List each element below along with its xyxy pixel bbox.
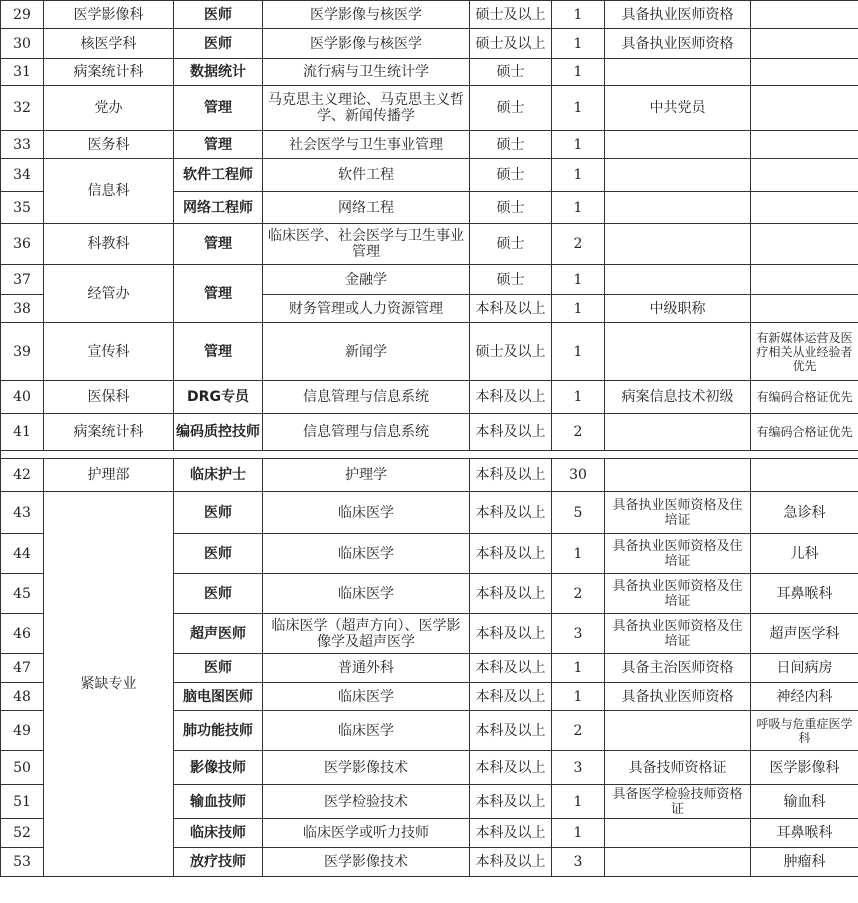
education-cell: 本科及以上 (470, 492, 552, 534)
requirement-cell: 中级职称 (605, 295, 751, 323)
table-separator (1, 451, 858, 459)
remark-cell: 呼吸与危重症医学科 (751, 711, 858, 751)
requirement-cell: 中共党员 (605, 86, 751, 131)
position-cell: 医师 (174, 492, 263, 534)
headcount-cell: 1 (552, 381, 605, 414)
row-number: 50 (1, 751, 44, 785)
major-cell: 马克思主义理论、马克思主义哲学、新闻传播学 (263, 86, 470, 131)
remark-cell: 儿科 (751, 534, 858, 574)
requirement-cell (605, 192, 751, 224)
headcount-cell: 2 (552, 574, 605, 614)
position-cell: 管理 (174, 131, 263, 159)
major-cell: 护理学 (263, 459, 470, 492)
row-number: 52 (1, 819, 44, 848)
requirement-cell (605, 59, 751, 86)
remark-cell: 急诊科 (751, 492, 858, 534)
position-cell: 管理 (174, 323, 263, 381)
headcount-cell: 3 (552, 848, 605, 877)
row-number: 39 (1, 323, 44, 381)
position-cell: 软件工程师 (174, 159, 263, 192)
requirement-cell: 具备执业医师资格及住培证 (605, 534, 751, 574)
education-cell: 硕士及以上 (470, 1, 552, 29)
headcount-cell: 1 (552, 683, 605, 711)
remark-cell: 有编码合格证优先 (751, 381, 858, 414)
education-cell: 本科及以上 (470, 819, 552, 848)
education-cell: 本科及以上 (470, 414, 552, 451)
table-row (1, 323, 858, 381)
major-cell: 医学影像技术 (263, 751, 470, 785)
remark-cell (751, 192, 858, 224)
education-cell: 硕士 (470, 192, 552, 224)
headcount-cell: 2 (552, 414, 605, 451)
row-number: 53 (1, 848, 44, 877)
remark-cell (751, 59, 858, 86)
row-number: 31 (1, 59, 44, 86)
position-cell: 输血技师 (174, 785, 263, 819)
row-number: 48 (1, 683, 44, 711)
row-number: 49 (1, 711, 44, 751)
major-cell: 软件工程 (263, 159, 470, 192)
remark-cell (751, 159, 858, 192)
major-cell: 普通外科 (263, 654, 470, 683)
department-cell: 党办 (44, 86, 174, 131)
major-cell: 临床医学（超声方向）、医学影像学及超声医学 (263, 614, 470, 654)
remark-cell: 日间病房 (751, 654, 858, 683)
education-cell: 本科及以上 (470, 683, 552, 711)
requirement-cell: 具备执业医师资格及住培证 (605, 574, 751, 614)
major-cell: 临床医学 (263, 492, 470, 534)
table-row (1, 492, 858, 534)
major-cell: 社会医学与卫生事业管理 (263, 131, 470, 159)
row-number: 37 (1, 265, 44, 295)
position-cell: 医师 (174, 654, 263, 683)
remark-cell: 有新媒体运营及医疗相关从业经验者优先 (751, 323, 858, 381)
education-cell: 硕士及以上 (470, 323, 552, 381)
requirement-cell (605, 159, 751, 192)
position-cell: DRG专员 (174, 381, 263, 414)
headcount-cell: 2 (552, 711, 605, 751)
remark-cell: 肿瘤科 (751, 848, 858, 877)
headcount-cell: 1 (552, 295, 605, 323)
requirement-cell: 具备技师资格证 (605, 751, 751, 785)
position-cell: 临床护士 (174, 459, 263, 492)
education-cell: 本科及以上 (470, 614, 552, 654)
position-cell: 编码质控技师 (174, 414, 263, 451)
major-cell: 临床医学 (263, 534, 470, 574)
headcount-cell: 1 (552, 29, 605, 59)
requirement-cell (605, 819, 751, 848)
department-cell: 医务科 (44, 131, 174, 159)
row-number: 46 (1, 614, 44, 654)
education-cell: 硕士 (470, 265, 552, 295)
position-cell: 临床技师 (174, 819, 263, 848)
major-cell: 临床医学、社会医学与卫生事业管理 (263, 224, 470, 265)
remark-cell: 耳鼻喉科 (751, 819, 858, 848)
remark-cell: 神经内科 (751, 683, 858, 711)
headcount-cell: 1 (552, 131, 605, 159)
remark-cell (751, 29, 858, 59)
row-number: 36 (1, 224, 44, 265)
department-cell: 经管办 (44, 265, 174, 323)
requirement-cell: 病案信息技术初级 (605, 381, 751, 414)
headcount-cell: 1 (552, 265, 605, 295)
major-cell: 医学影像与核医学 (263, 29, 470, 59)
separator-cell (1, 451, 858, 459)
department-cell: 紧缺专业 (44, 492, 174, 877)
major-cell: 网络工程 (263, 192, 470, 224)
requirement-cell (605, 711, 751, 751)
headcount-cell: 1 (552, 159, 605, 192)
table-row (1, 131, 858, 159)
position-cell: 医师 (174, 29, 263, 59)
position-cell: 管理 (174, 224, 263, 265)
remark-cell: 耳鼻喉科 (751, 574, 858, 614)
requirement-cell: 具备执业医师资格 (605, 29, 751, 59)
row-number: 44 (1, 534, 44, 574)
remark-cell (751, 86, 858, 131)
major-cell: 临床医学 (263, 574, 470, 614)
remark-cell: 医学影像科 (751, 751, 858, 785)
major-cell: 金融学 (263, 265, 470, 295)
education-cell: 本科及以上 (470, 381, 552, 414)
department-cell: 信息科 (44, 159, 174, 224)
table-row (1, 1, 858, 29)
department-cell: 科教科 (44, 224, 174, 265)
major-cell: 临床医学 (263, 711, 470, 751)
department-cell: 病案统计科 (44, 59, 174, 86)
requirement-cell: 具备执业医师资格 (605, 683, 751, 711)
education-cell: 硕士 (470, 159, 552, 192)
education-cell: 本科及以上 (470, 295, 552, 323)
table-row (1, 86, 858, 131)
education-cell: 硕士 (470, 131, 552, 159)
remark-cell: 超声医学科 (751, 614, 858, 654)
education-cell: 本科及以上 (470, 751, 552, 785)
row-number: 34 (1, 159, 44, 192)
headcount-cell: 1 (552, 192, 605, 224)
department-cell: 病案统计科 (44, 414, 174, 451)
department-cell: 医保科 (44, 381, 174, 414)
table-row (1, 381, 858, 414)
major-cell: 医学影像与核医学 (263, 1, 470, 29)
major-cell: 临床医学或听力技师 (263, 819, 470, 848)
row-number: 29 (1, 1, 44, 29)
row-number: 33 (1, 131, 44, 159)
position-cell: 数据统计 (174, 59, 263, 86)
education-cell: 本科及以上 (470, 711, 552, 751)
department-cell: 宣传科 (44, 323, 174, 381)
major-cell: 信息管理与信息系统 (263, 414, 470, 451)
table-row (1, 159, 858, 192)
position-cell: 医师 (174, 574, 263, 614)
education-cell: 硕士 (470, 86, 552, 131)
headcount-cell: 1 (552, 86, 605, 131)
education-cell: 本科及以上 (470, 534, 552, 574)
requirement-cell: 具备执业医师资格及住培证 (605, 492, 751, 534)
department-cell: 医学影像科 (44, 1, 174, 29)
requirement-cell (605, 224, 751, 265)
requirement-cell (605, 414, 751, 451)
headcount-cell: 2 (552, 224, 605, 265)
table-row (1, 414, 858, 451)
remark-cell (751, 459, 858, 492)
remark-cell (751, 131, 858, 159)
major-cell: 新闻学 (263, 323, 470, 381)
requirement-cell (605, 848, 751, 877)
row-number: 45 (1, 574, 44, 614)
education-cell: 硕士及以上 (470, 29, 552, 59)
major-cell: 信息管理与信息系统 (263, 381, 470, 414)
headcount-cell: 1 (552, 819, 605, 848)
requirement-cell: 具备执业医师资格及住培证 (605, 614, 751, 654)
headcount-cell: 1 (552, 1, 605, 29)
remark-cell (751, 265, 858, 295)
major-cell: 医学影像技术 (263, 848, 470, 877)
remark-cell (751, 295, 858, 323)
headcount-cell: 30 (552, 459, 605, 492)
position-cell: 放疗技师 (174, 848, 263, 877)
requirement-cell (605, 459, 751, 492)
requirement-cell: 具备医学检验技师资格证 (605, 785, 751, 819)
requirement-cell (605, 323, 751, 381)
position-cell: 网络工程师 (174, 192, 263, 224)
department-cell: 护理部 (44, 459, 174, 492)
education-cell: 本科及以上 (470, 785, 552, 819)
row-number: 35 (1, 192, 44, 224)
headcount-cell: 1 (552, 654, 605, 683)
position-cell: 管理 (174, 86, 263, 131)
row-number: 32 (1, 86, 44, 131)
requirement-cell (605, 131, 751, 159)
table-row (1, 29, 858, 59)
major-cell: 临床医学 (263, 683, 470, 711)
major-cell: 医学检验技术 (263, 785, 470, 819)
headcount-cell: 1 (552, 323, 605, 381)
headcount-cell: 3 (552, 751, 605, 785)
position-cell: 肺功能技师 (174, 711, 263, 751)
headcount-cell: 1 (552, 785, 605, 819)
row-number: 47 (1, 654, 44, 683)
row-number: 30 (1, 29, 44, 59)
row-number: 51 (1, 785, 44, 819)
requirement-cell: 具备主治医师资格 (605, 654, 751, 683)
remark-cell: 有编码合格证优先 (751, 414, 858, 451)
table-row (1, 265, 858, 295)
education-cell: 硕士 (470, 59, 552, 86)
headcount-cell: 3 (552, 614, 605, 654)
education-cell: 本科及以上 (470, 848, 552, 877)
position-cell: 影像技师 (174, 751, 263, 785)
position-cell: 超声医师 (174, 614, 263, 654)
row-number: 38 (1, 295, 44, 323)
headcount-cell: 1 (552, 59, 605, 86)
remark-cell (751, 1, 858, 29)
remark-cell (751, 224, 858, 265)
position-cell: 医师 (174, 534, 263, 574)
table-body (1, 1, 858, 877)
position-cell: 医师 (174, 1, 263, 29)
education-cell: 本科及以上 (470, 459, 552, 492)
row-number: 41 (1, 414, 44, 451)
requirement-cell: 具备执业医师资格 (605, 1, 751, 29)
row-number: 42 (1, 459, 44, 492)
headcount-cell: 1 (552, 534, 605, 574)
requirement-cell (605, 265, 751, 295)
table-row (1, 59, 858, 86)
table-row (1, 224, 858, 265)
row-number: 43 (1, 492, 44, 534)
major-cell: 财务管理或人力资源管理 (263, 295, 470, 323)
headcount-cell: 5 (552, 492, 605, 534)
education-cell: 硕士 (470, 224, 552, 265)
major-cell: 流行病与卫生统计学 (263, 59, 470, 86)
row-number: 40 (1, 381, 44, 414)
position-cell: 管理 (174, 265, 263, 323)
department-cell: 核医学科 (44, 29, 174, 59)
position-cell: 脑电图医师 (174, 683, 263, 711)
remark-cell: 输血科 (751, 785, 858, 819)
education-cell: 本科及以上 (470, 654, 552, 683)
education-cell: 本科及以上 (470, 574, 552, 614)
table-row (1, 459, 858, 492)
